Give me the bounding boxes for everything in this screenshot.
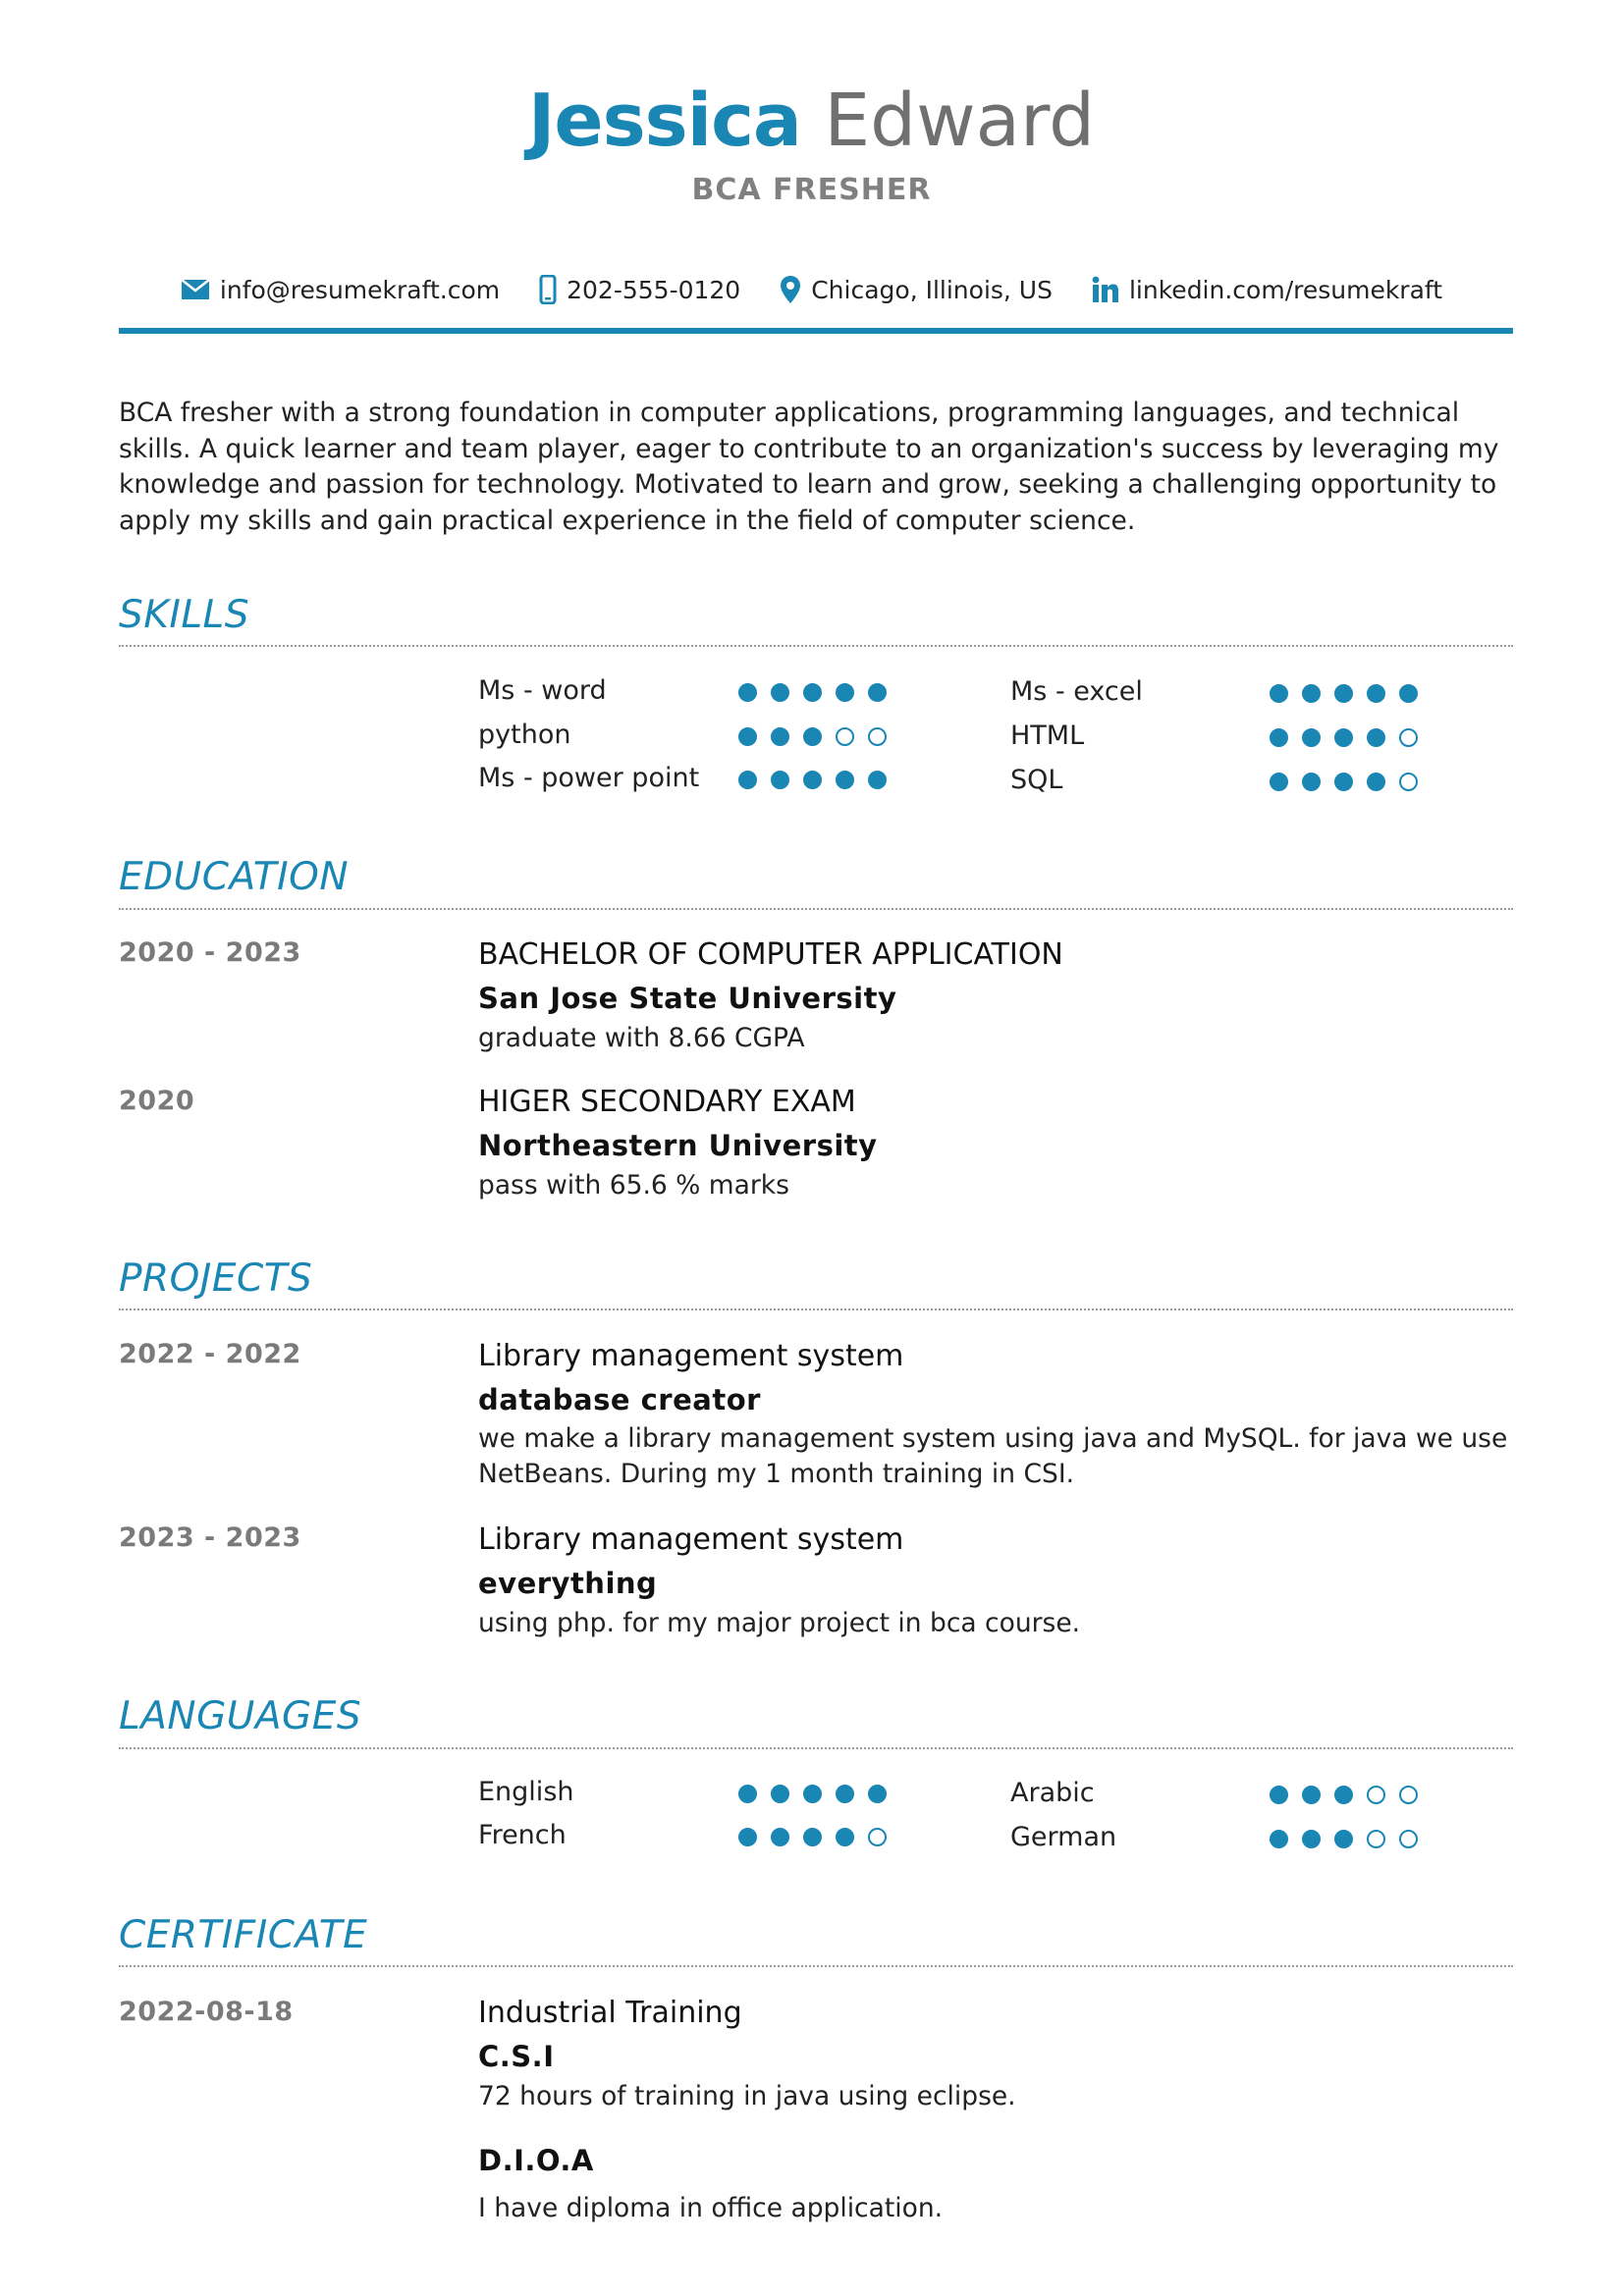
first-name: Jessica [527,79,801,163]
skill-label: python [478,720,571,750]
education-detail: graduate with 8.66 CGPA [478,1023,805,1053]
rating-dot-empty [1399,773,1418,791]
languages-heading: LANGUAGES [119,1694,362,1738]
rating-dot-filled [771,1828,789,1846]
certificate-rule [119,1965,1513,1967]
language-label: English [478,1777,574,1807]
language-rating [1270,1786,1432,1804]
rating-dot-filled [738,727,757,746]
rating-dot-filled [1302,1830,1321,1848]
contact-linkedin[interactable] [1092,276,1442,304]
skills-rule [119,645,1513,647]
rating-dot-empty [1399,728,1418,747]
project-date: 2022 - 2022 [119,1339,301,1369]
rating-dot-filled [771,771,789,789]
rating-dot-filled [836,683,854,702]
rating-dot-filled [803,727,822,746]
rating-dot-filled [1334,1830,1353,1848]
language-rating [738,1828,900,1846]
education-institution: Northeastern University [478,1129,878,1162]
rating-dot-empty [1367,1786,1385,1804]
rating-dot-filled [868,771,887,789]
rating-dot-filled [1334,684,1353,703]
rating-dot-filled [738,1785,757,1803]
rating-dot-filled [1334,728,1353,747]
project-role: database creator [478,1383,761,1416]
rating-dot-filled [803,683,822,702]
rating-dot-filled [1270,1830,1288,1848]
certificate-date: 2022-08-18 [119,1997,294,2027]
last-name: Edward [824,79,1096,163]
rating-dot-filled [1334,1786,1353,1804]
language-label: French [478,1820,567,1850]
project-title: Library management system [478,1339,904,1373]
rating-dot-filled [1270,773,1288,791]
certificate-issuer: D.I.O.A [478,2144,594,2177]
rating-dot-filled [1302,773,1321,791]
skill-rating [738,683,900,702]
skill-rating [1270,773,1432,791]
rating-dot-empty [1399,1830,1418,1848]
rating-dot-filled [1367,684,1385,703]
rating-dot-filled [1302,1786,1321,1804]
rating-dot-empty [868,727,887,746]
rating-dot-filled [738,683,757,702]
skill-label: SQL [1010,765,1063,795]
job-title: BCA FRESHER [691,173,932,207]
rating-dot-empty [836,727,854,746]
rating-dot-filled [1367,728,1385,747]
linkedin-icon [1092,276,1119,303]
header-divider [119,328,1513,334]
project-title: Library management system [478,1522,904,1557]
projects-heading: PROJECTS [119,1256,313,1301]
education-rule [119,908,1513,910]
education-date: 2020 - 2023 [119,937,301,968]
certificate-detail: I have diploma in office application. [478,2193,944,2223]
rating-dot-filled [771,1785,789,1803]
education-title: BACHELOR OF COMPUTER APPLICATION [478,937,1063,972]
email-icon [181,279,210,300]
project-date: 2023 - 2023 [119,1522,301,1553]
skill-label: HTML [1010,721,1085,751]
project-role: everything [478,1567,658,1600]
location-text: Chicago, Illinois, US [811,275,1053,304]
rating-dot-filled [1302,684,1321,703]
skill-rating [1270,728,1432,747]
contact-phone[interactable] [539,275,740,304]
education-title: HIGER SECONDARY EXAM [478,1085,856,1119]
rating-dot-empty [868,1828,887,1846]
contact-email[interactable] [181,276,500,304]
language-rating [738,1785,900,1803]
rating-dot-filled [836,771,854,789]
skill-rating [1270,684,1432,703]
education-institution: San Jose State University [478,982,897,1015]
summary: BCA fresher with a strong foundation in computer applications, programming languages, and technical skills. A quick learner and team player, eager to contribute to an organization's success by leveraging my knowledge and passion for technology. Motivated to learn and grow, seeking a challenging opportunity to apply my skills and gain practical experience in the field of computer science. [119,398,1499,536]
skill-rating [738,727,900,746]
skill-label: Ms - word [478,675,607,706]
projects-rule [119,1308,1513,1310]
rating-dot-filled [868,683,887,702]
education-heading: EDUCATION [119,855,349,899]
certificate-title: Industrial Training [478,1996,742,2030]
rating-dot-filled [1270,1786,1288,1804]
rating-dot-empty [1399,1786,1418,1804]
rating-dot-filled [771,683,789,702]
language-rating [1270,1830,1432,1848]
resume-name [0,77,1623,165]
project-description: using php. for my major project in bca course. [478,1608,1081,1638]
rating-dot-filled [803,1828,822,1846]
certificate-issuer: C.S.I [478,2040,555,2073]
skills-heading: SKILLS [119,593,250,637]
education-detail: pass with 65.6 % marks [478,1170,789,1201]
rating-dot-filled [771,727,789,746]
rating-dot-filled [803,1785,822,1803]
linkedin-text: linkedin.com/resumekraft [1128,275,1443,304]
languages-rule [119,1747,1513,1749]
education-date: 2020 [119,1086,195,1116]
rating-dot-empty [1367,1830,1385,1848]
rating-dot-filled [836,1785,854,1803]
rating-dot-filled [1270,684,1288,703]
rating-dot-filled [738,1828,757,1846]
certificate-heading: CERTIFICATE [119,1913,368,1957]
rating-dot-filled [836,1828,854,1846]
contact-location [780,275,1053,304]
language-label: German [1010,1822,1117,1852]
phone-icon [539,275,557,304]
certificate-detail: 72 hours of training in java using eclipse. [478,2081,1016,2111]
rating-dot-filled [868,1785,887,1803]
rating-dot-filled [1302,728,1321,747]
contact-bar [0,275,1623,304]
skill-rating [738,771,900,789]
rating-dot-filled [738,771,757,789]
phone-text: 202-555-0120 [567,275,741,304]
rating-dot-filled [1334,773,1353,791]
skill-label: Ms - excel [1010,676,1143,707]
rating-dot-filled [803,771,822,789]
rating-dot-filled [1270,728,1288,747]
location-pin-icon [780,275,801,304]
project-description: we make a library management system using java and MySQL. for java we use NetBeans. During my 1 month training in CSI. [478,1423,1508,1489]
rating-dot-filled [1399,684,1418,703]
language-label: Arabic [1010,1778,1095,1808]
skill-label: Ms - power point [478,763,700,793]
rating-dot-filled [1367,773,1385,791]
email-text: info@resumekraft.com [219,275,501,304]
